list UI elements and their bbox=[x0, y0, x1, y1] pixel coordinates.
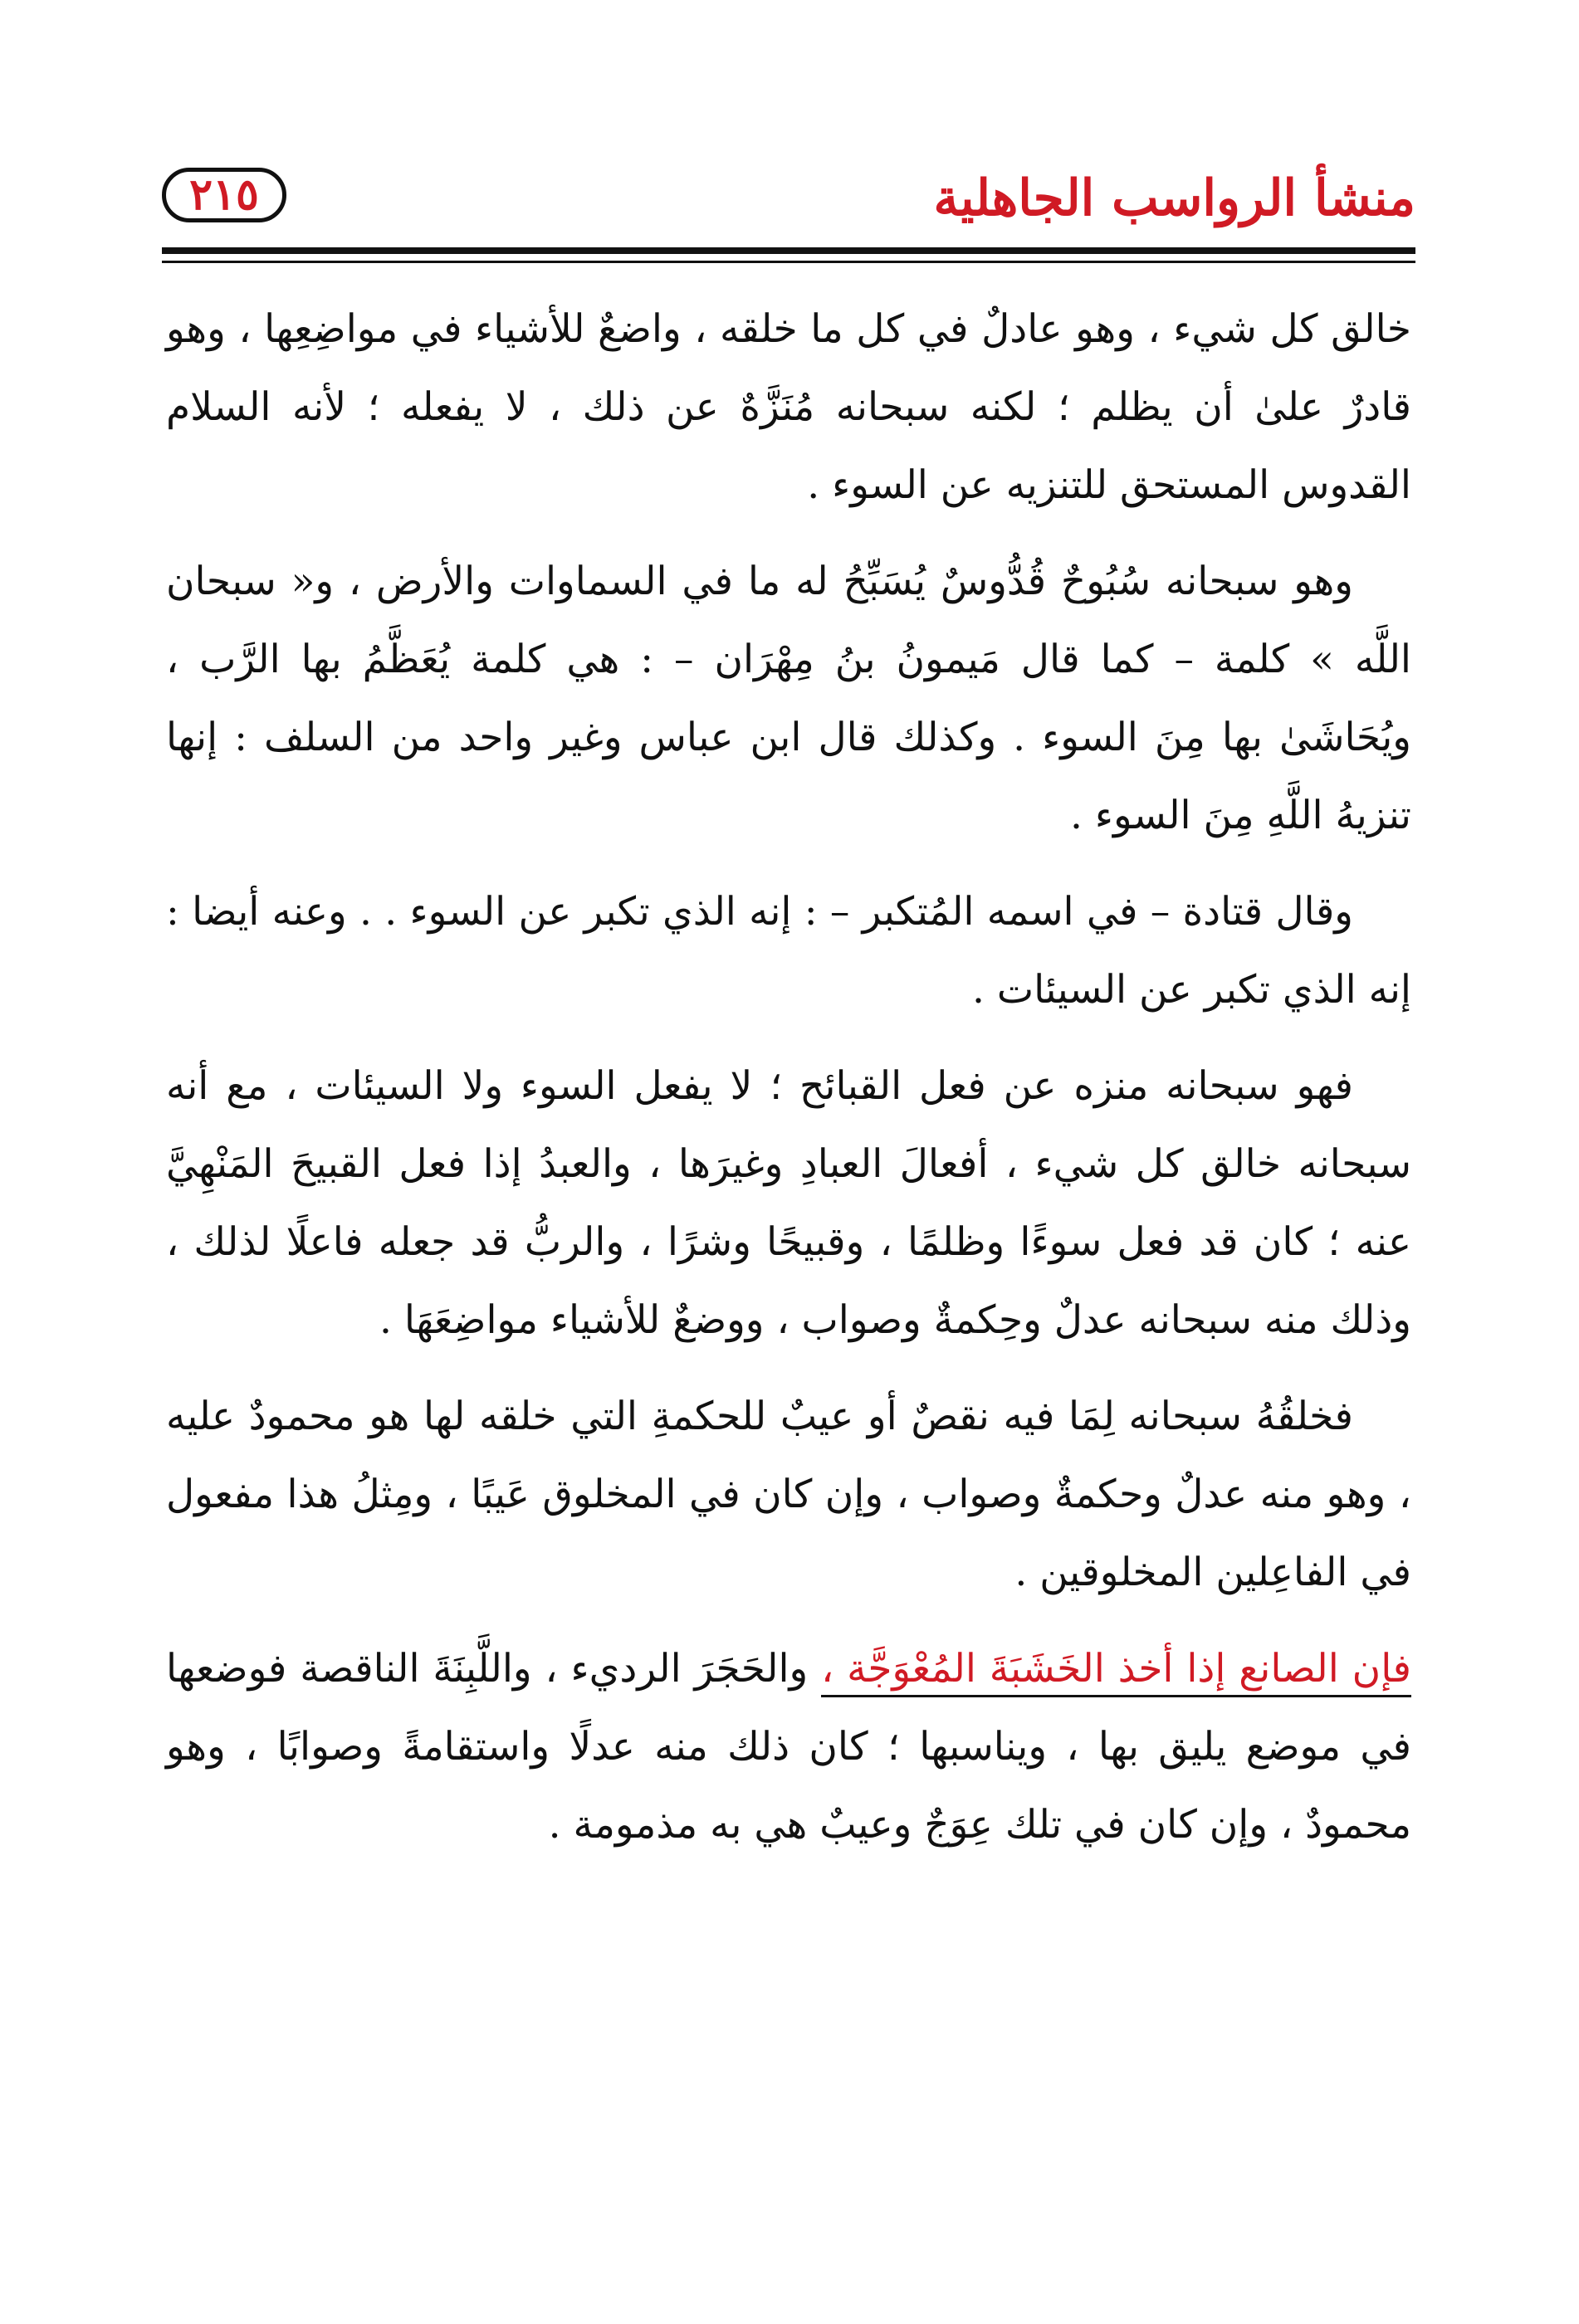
header-rule-thin bbox=[162, 261, 1415, 263]
paragraph-6-text: والحَجَرَ الرديء ، واللَّبِنَةَ الناقصة فوضعها في موضع يليق بها ، ويناسبها ؛ كان ذلك منه عدلًا واستقامةً وصوابًا ، وهو محمودٌ ، وإن كان في تلك عِوَجٌ وعيبٌ هي به مذمومة . bbox=[166, 1646, 1411, 1848]
paragraph-5: فخلقُهُ سبحانه لِمَا فيه نقصٌ أو عيبٌ للحكمةِ التي خلقه لها هو محمودٌ عليه ، وهو منه عدلٌ وحكمةٌ وصواب ، وإن كان في المخلوق عَيبًا ، ومِثلُ هذا مفعول في الفاعِلين المخلوقين . bbox=[166, 1394, 1411, 1595]
running-title: منشأ الرواسب الجاهلية bbox=[933, 169, 1415, 227]
paragraph-3: وقال قتادة – في اسمه المُتكبر – : إنه الذي تكبر عن السوء . . وعنه أيضا : إنه الذي تكبر عن السيئات . bbox=[166, 889, 1411, 1013]
paragraph-2: وهو سبحانه سُبُوحٌ قُدُّوسٌ يُسَبِّحُ له ما في السماوات والأرض ، و« سبحان اللَّه » كلمة – كما قال مَيمونُ بنُ مِهْرَان – : هي كلمة يُعَظَّمُ بها الرَّب ، ويُحَاشَىٰ بها مِنَ السوء . وكذلك قال ابن عباس وغير واحد من السلف : إنها تنزيهُ اللَّهِ مِنَ السوء . bbox=[166, 559, 1411, 838]
page-header bbox=[162, 156, 1415, 247]
paragraph-4: فهو سبحانه منزه عن فعل القبائح ؛ لا يفعل السوء ولا السيئات ، مع أنه سبحانه خالق كل شيء ، أفعالَ العبادِ وغيرَها ، والعبدُ إذا فعل القبيحَ المَنْهِيَّ عنه ؛ كان قد فعل سوءًا وظلمًا ، وقبيحًا وشرًا ، والربُّ قد جعله فاعلًا لذلك ، وذلك منه سبحانه عدلٌ وحِكمةٌ وصواب ، ووضعٌ للأشياء مواضِعَهَا . bbox=[166, 1063, 1411, 1343]
paragraph-1: خالق كل شيء ، وهو عادلٌ في كل ما خلقه ، واضعٌ للأشياء في مواضِعِها ، وهو قادرٌ علىٰ أن يظلم ؛ لكنه سبحانه مُنَزَّهٌ عن ذلك ، لا يفعله ؛ لأنه السلام القدوس المستحق للتنزيه عن السوء . bbox=[166, 306, 1411, 508]
page-number-badge bbox=[162, 168, 286, 222]
page-number: ٢١٥ bbox=[189, 169, 259, 220]
paragraph-6 bbox=[166, 1630, 1411, 1864]
header-rule-thick bbox=[162, 247, 1415, 254]
highlighted-phrase: فإن الصانع إذا أخذ الخَشَبَةَ المُعْوَجَّة ، bbox=[821, 1646, 1411, 1697]
page-body bbox=[166, 290, 1411, 1882]
